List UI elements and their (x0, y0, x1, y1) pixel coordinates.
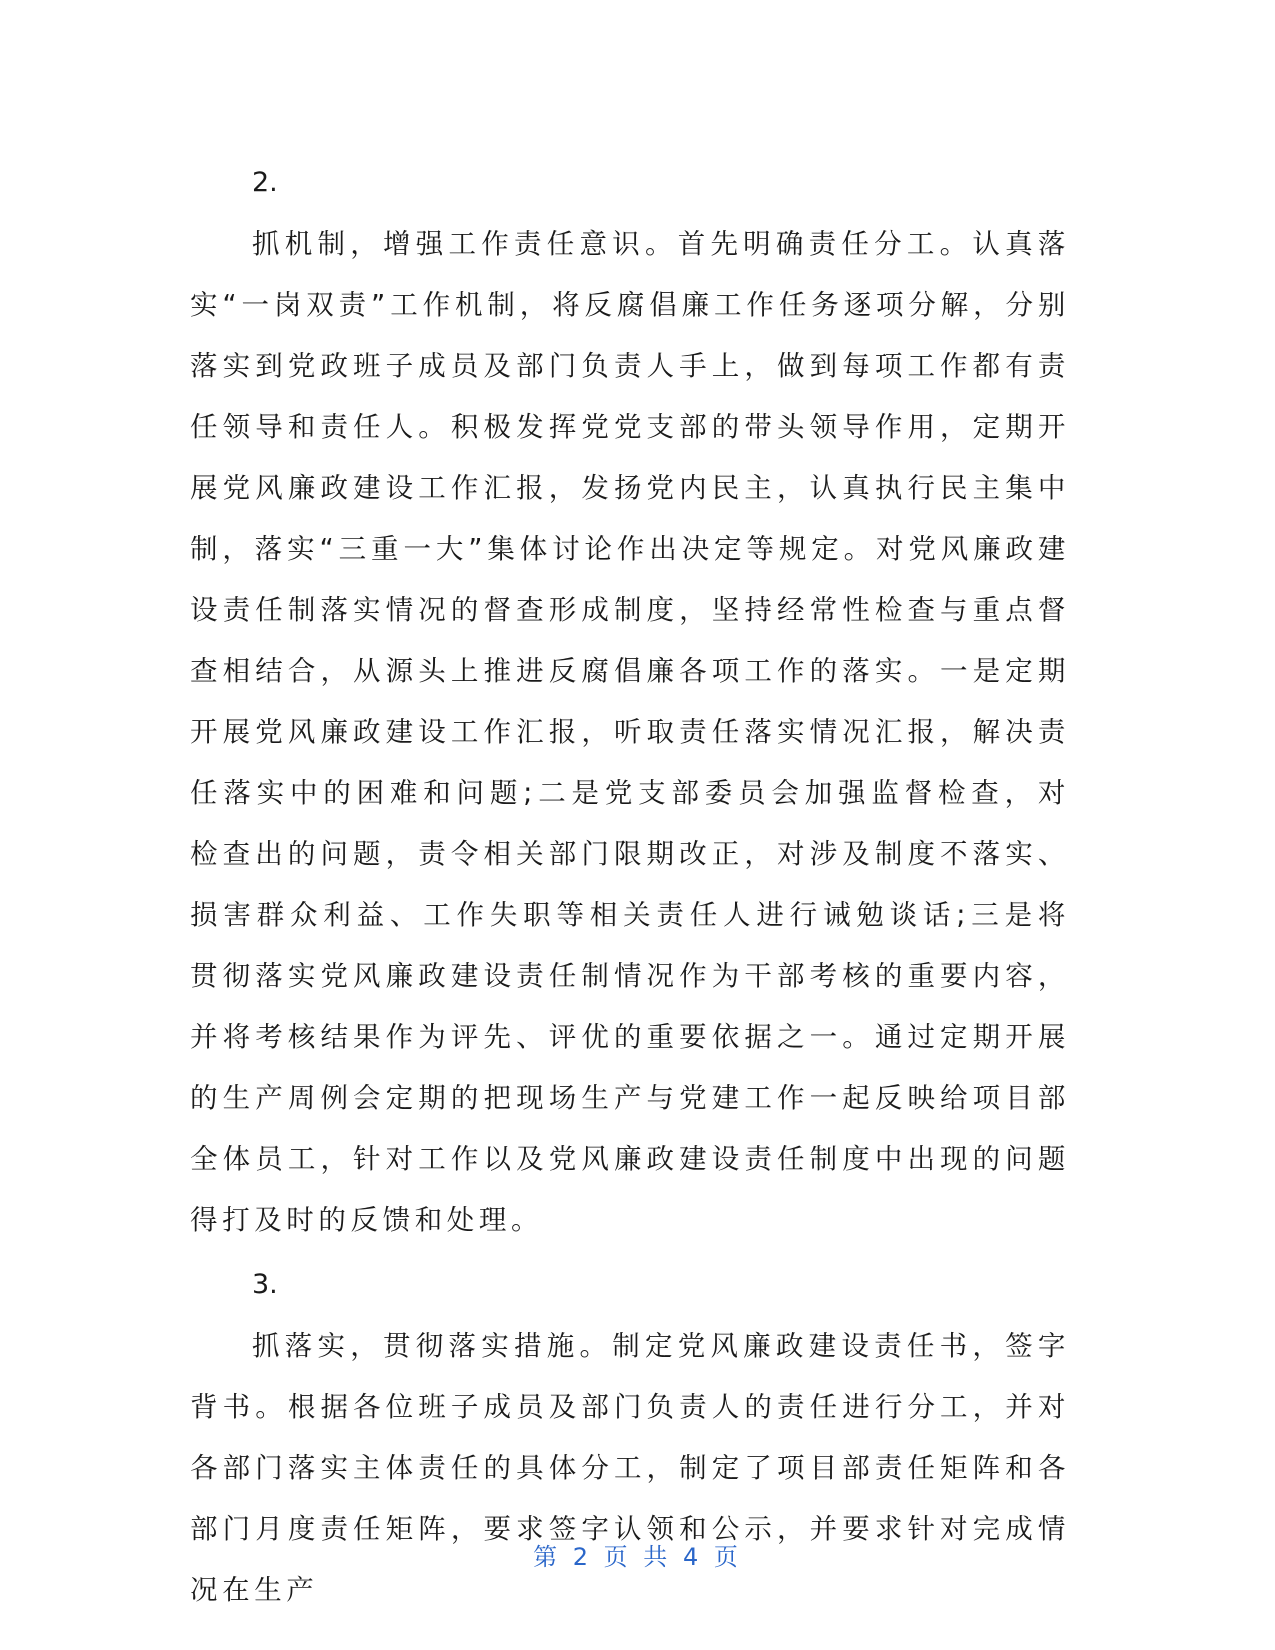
section-paragraph: 抓机制，增强工作责任意识。首先明确责任分工。认真落实“一岗双责”工作机制，将反腐倡廉工作任务逐项分解，分别落实到党政班子成员及部门负责人手上，做到每项工作都有责任领导和责任人。积极发挥党党支部的带头领导作用，定期开展党风廉政建设工作汇报，发扬党内民主，认真执行民主集中制，落实“三重一大”集体讨论作出决定等规定。对党风廉政建设责任制落实情况的督查形成制度，坚持经常性检查与重点督查相结合，从源头上推进反腐倡廉各项工作的落实。一是定期开展党风廉政建设工作汇报，听取责任落实情况汇报，解决责任落实中的困难和问题;二是党支部委员会加强监督检查，对检查出的问题，责令相关部门限期改正，对涉及制度不落实、损害群众利益、工作失职等相关责任人进行诫勉谈话;三是将贯彻落实党风廉政建设责任制情况作为干部考核的重要内容，并将考核结果作为评先、评优的重要依据之一。通过定期开展的生产周例会定期的把现场生产与党建工作一起反映给项目部全体员工，针对工作以及党风廉政建设责任制度中出现的问题得打及时的反馈和处理。 (190, 228, 1070, 1236)
page-footer (0, 1537, 1275, 1572)
page-number-label: 第 2 页 共 4 页 (533, 1543, 742, 1571)
section-number: 3. (252, 1269, 278, 1300)
document-body (190, 152, 1070, 1621)
section-paragraph: 抓落实，贯彻落实措施。制定党风廉政建设责任书，签字背书。根据各位班子成员及部门负责人的责任进行分工，并对各部门落实主体责任的具体分工，制定了项目部责任矩阵和各部门月度责任矩阵，要求签字认领和公示，并要求针对完成情况在生产 (190, 1330, 1070, 1606)
section-number: 2. (252, 167, 278, 198)
